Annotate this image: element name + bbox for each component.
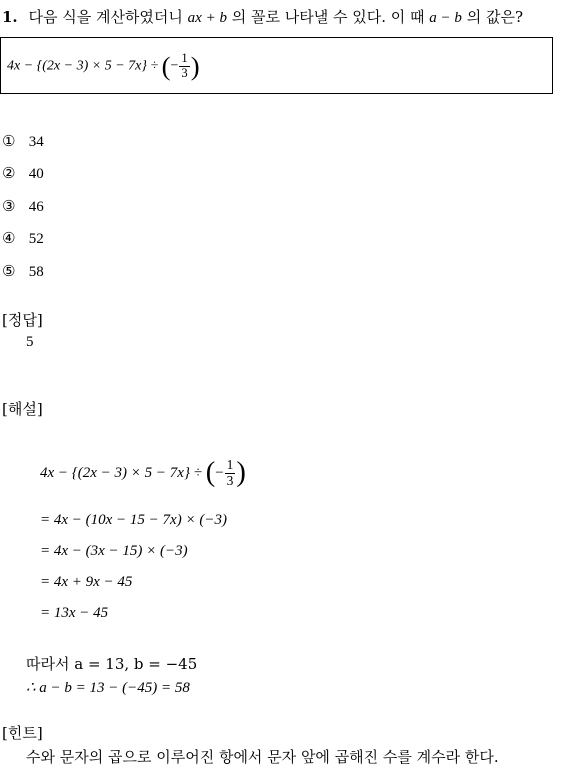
question-number: 1. — [2, 8, 18, 26]
right-paren: ) — [236, 457, 246, 489]
question-text-end: 의 값은? — [466, 8, 523, 26]
explanation-step-4: = 13x − 45 — [40, 605, 109, 621]
hint-text: 수와 문자의 곱으로 이루어진 항에서 문자 앞에 곱해진 수를 계수라 한다. — [26, 748, 499, 766]
expression-box — [0, 37, 553, 94]
choice-4[interactable] — [2, 229, 44, 248]
fraction-numerator: 1 — [181, 51, 188, 65]
choice-5[interactable] — [2, 262, 44, 281]
explanation-expression-main: 4x − {(2x − 3) × 5 − 7x} ÷ — [40, 464, 202, 481]
question-text-before: 다음 식을 계산하였더니 — [28, 8, 183, 26]
choice-2[interactable] — [2, 164, 44, 183]
explanation-step-1: = 4x − (10x − 15 − 7x) × (−3) — [40, 512, 227, 528]
choice-1[interactable] — [2, 132, 44, 151]
expression-main: 4x − {(2x − 3) × 5 − 7x} ÷ — [7, 58, 159, 74]
question-line — [2, 6, 523, 27]
choice-mark: ④ — [2, 229, 16, 247]
fraction-sign: − — [215, 464, 224, 481]
explanation-expression — [40, 458, 246, 489]
left-paren: ( — [161, 51, 171, 82]
expression — [7, 52, 200, 81]
explanation-conclusion-1: 따라서 a = 13, b = −45 — [26, 655, 198, 673]
fraction-denominator: 3 — [226, 472, 234, 488]
choice-mark: ① — [2, 132, 16, 150]
fraction-sign: − — [170, 58, 179, 74]
question-text-mid: 의 꼴로 나타낼 수 있다. 이 때 — [231, 8, 425, 26]
choice-mark: ③ — [2, 197, 16, 215]
question-form: ax + b — [187, 10, 227, 26]
choice-mark: ② — [2, 164, 16, 182]
fraction-numerator: 1 — [226, 457, 234, 472]
explanation-step-2: = 4x − (3x − 15) × (−3) — [40, 543, 188, 559]
choice-value: 46 — [28, 199, 44, 215]
question-target: a − b — [429, 10, 462, 26]
explanation-step-3: = 4x + 9x − 45 — [40, 574, 133, 590]
choice-value: 52 — [28, 231, 44, 247]
choice-value: 58 — [28, 264, 44, 280]
answer-value: 5 — [26, 334, 34, 350]
hint-label: [힌트] — [2, 724, 43, 742]
choice-value: 40 — [28, 166, 44, 182]
fraction-denominator: 3 — [181, 65, 188, 80]
fraction — [225, 458, 236, 489]
choice-3[interactable] — [2, 197, 44, 216]
choice-value: 34 — [28, 134, 44, 150]
choice-mark: ⑤ — [2, 262, 16, 280]
answer-label: [정답] — [2, 311, 43, 329]
right-paren: ) — [190, 51, 200, 82]
left-paren: ( — [205, 457, 216, 489]
explanation-conclusion-2: ∴ a − b = 13 − (−45) = 58 — [26, 680, 190, 696]
explanation-label: [해설] — [2, 400, 43, 418]
fraction — [179, 52, 189, 81]
